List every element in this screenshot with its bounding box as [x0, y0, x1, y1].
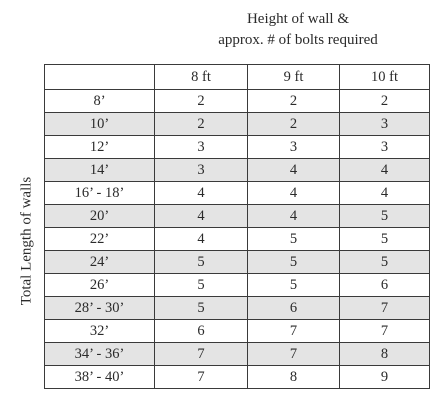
bolt-count-cell: 7 — [340, 297, 430, 320]
table-row — [45, 113, 430, 136]
bolt-count-cell: 5 — [340, 228, 430, 251]
bolt-count-cell: 3 — [155, 159, 248, 182]
table-row — [45, 274, 430, 297]
row-length-cell: 12’ — [45, 136, 155, 159]
table-row — [45, 366, 430, 389]
bolt-count-cell: 5 — [340, 205, 430, 228]
bolt-count-cell: 5 — [155, 274, 248, 297]
bolt-count-cell: 5 — [155, 297, 248, 320]
row-length-cell: 28’ - 30’ — [45, 297, 155, 320]
table-header-title — [160, 9, 436, 51]
bolt-count-cell: 4 — [248, 205, 340, 228]
row-length-cell: 14’ — [45, 159, 155, 182]
bolt-count-cell: 8 — [340, 343, 430, 366]
column-header-8ft: 8 ft — [155, 65, 248, 90]
bolt-count-cell: 5 — [248, 274, 340, 297]
header-line-1: Height of wall & — [246, 11, 350, 27]
bolt-count-cell: 4 — [155, 228, 248, 251]
bolt-count-cell: 2 — [340, 90, 430, 113]
row-length-cell: 22’ — [45, 228, 155, 251]
table-row — [45, 90, 430, 113]
table-row — [45, 297, 430, 320]
bolt-count-cell: 7 — [248, 320, 340, 343]
row-axis-label: Total Length of walls — [18, 176, 35, 306]
table-row — [45, 136, 430, 159]
table-row — [45, 228, 430, 251]
column-header-9ft: 9 ft — [248, 65, 340, 90]
table-row — [45, 343, 430, 366]
bolt-count-cell: 2 — [248, 113, 340, 136]
table-row — [45, 159, 430, 182]
bolt-count-cell: 3 — [155, 136, 248, 159]
bolt-count-cell: 3 — [340, 113, 430, 136]
row-length-cell: 32’ — [45, 320, 155, 343]
bolt-count-cell: 4 — [155, 182, 248, 205]
header-line-2: approx. # of bolts required — [218, 32, 378, 48]
column-header-10ft: 10 ft — [340, 65, 430, 90]
bolt-count-cell: 2 — [155, 113, 248, 136]
table-row — [45, 205, 430, 228]
row-length-cell: 34’ - 36’ — [45, 343, 155, 366]
bolt-count-cell: 9 — [340, 366, 430, 389]
bolt-count-cell: 4 — [340, 182, 430, 205]
bolt-count-cell: 4 — [155, 205, 248, 228]
table-row — [45, 251, 430, 274]
row-length-cell: 26’ — [45, 274, 155, 297]
bolt-count-cell: 5 — [248, 251, 340, 274]
bolt-count-cell: 6 — [340, 274, 430, 297]
bolt-count-cell: 2 — [155, 90, 248, 113]
bolt-count-cell: 2 — [248, 90, 340, 113]
bolt-count-cell: 7 — [155, 366, 248, 389]
bolt-count-cell: 5 — [155, 251, 248, 274]
bolt-count-cell: 7 — [248, 343, 340, 366]
bolt-count-cell: 6 — [155, 320, 248, 343]
table-body — [45, 90, 430, 389]
bolt-requirements-table — [44, 64, 430, 389]
bolt-count-cell: 5 — [340, 251, 430, 274]
bolt-count-cell: 7 — [340, 320, 430, 343]
bolt-count-cell: 4 — [248, 182, 340, 205]
table-row — [45, 320, 430, 343]
row-length-cell: 8’ — [45, 90, 155, 113]
bolt-count-cell: 8 — [248, 366, 340, 389]
corner-cell — [45, 65, 155, 90]
table-header-row — [45, 65, 430, 90]
bolt-count-cell: 7 — [155, 343, 248, 366]
bolt-count-cell: 4 — [248, 159, 340, 182]
row-length-cell: 10’ — [45, 113, 155, 136]
bolt-count-cell: 6 — [248, 297, 340, 320]
bolt-count-cell: 3 — [248, 136, 340, 159]
table-row — [45, 182, 430, 205]
row-length-cell: 20’ — [45, 205, 155, 228]
bolt-count-cell: 4 — [340, 159, 430, 182]
row-length-cell: 38’ - 40’ — [45, 366, 155, 389]
row-length-cell: 16’ - 18’ — [45, 182, 155, 205]
bolt-count-cell: 3 — [340, 136, 430, 159]
bolt-count-cell: 5 — [248, 228, 340, 251]
row-length-cell: 24’ — [45, 251, 155, 274]
